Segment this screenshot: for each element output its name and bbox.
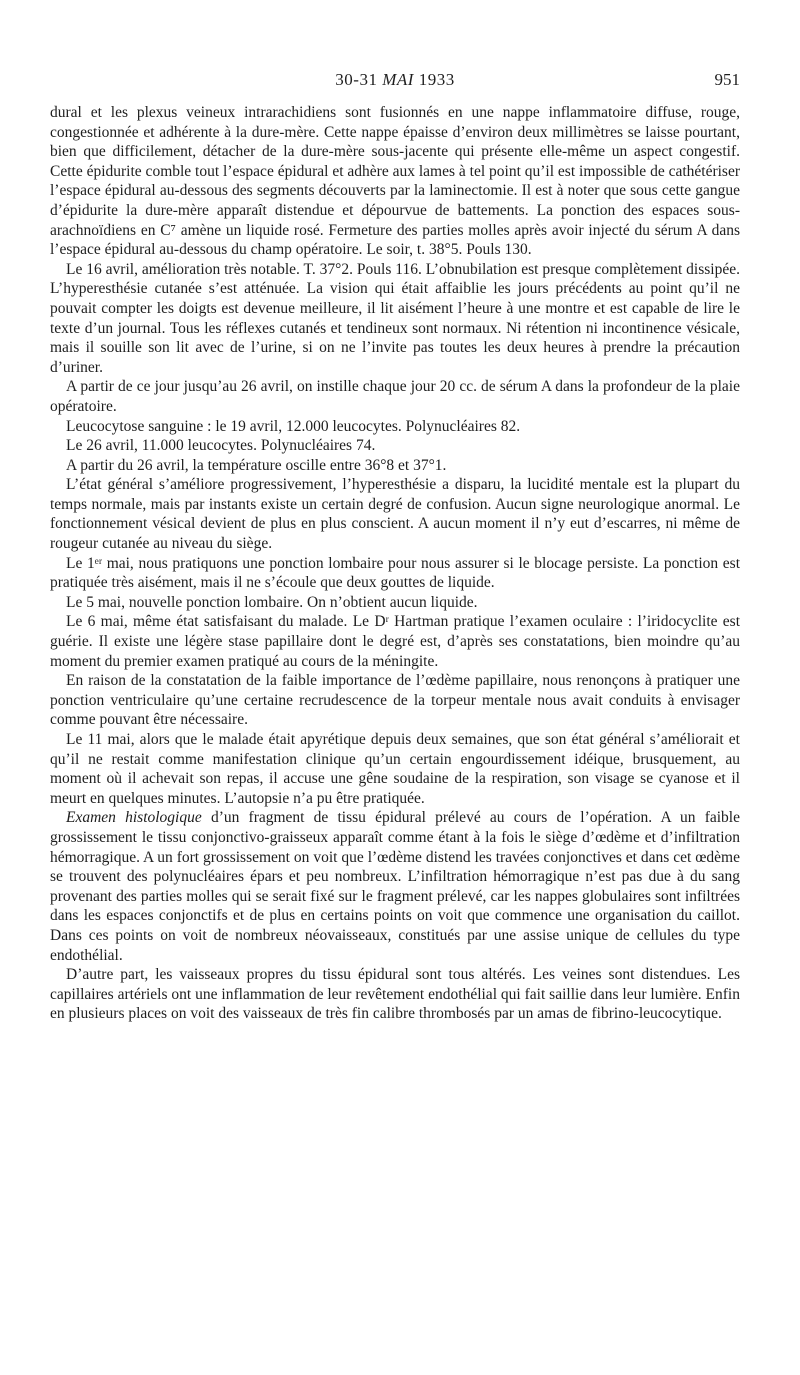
date-year: 1933: [418, 70, 455, 89]
paragraph-8: Le 1ᵉʳ mai, nous pratiquons une ponction lombaire pour nous assurer si le blocage persiste. La ponction est pratiquée très aisément, mais il ne s’écoule que deux gouttes de liquide.: [50, 554, 740, 592]
paragraph-10: Le 6 mai, même état satisfaisant du malade. Le Dʳ Hartman pratique l’examen oculaire : l’iridocyclite est guérie. Il existe une légère stase papillaire dont le degré est, d’après ses constatations, bien moindre qu’au moment du premier examen pratiqué au cours de la méningite.: [50, 613, 740, 670]
paragraph-7: L’état général s’améliore progressivement, l’hyperesthésie a disparu, la lucidité mentale est la plupart du temps normale, mais par instants existe un certain degré de confusion. Aucun signe neurologique anormal. Le fonctionnement vésical devient de plus en plus conscient. A aucun moment il n’y eut d’escarres, ni même de rougeur cutanée au niveau du siège.: [50, 476, 740, 553]
running-head-date: [50, 70, 740, 90]
histology-text: d’un fragment de tissu épidural prélevé au cours de l’opération. A un faible grossissement le tissu conjonctivo-graisseux apparaît comme étant à la fois le siège d’œdème et d’infiltration hémorragique. A un fort grossissement on voit que l’œdème distend les travées conjonctives et dans cet œdème se trouvent des polynucléaires épars et peu nombreux. L’infiltration hémorragique n’est pas due à du sang provenant des parties molles qui se serait fixé sur le fragment prélevé, car les nappes globulaires sont infiltrées dans les espaces conjonctifs et de plus en certains points on voit que commence une organisation du caillot. Dans ces points on voit de nombreux néovaisseaux, constitués par une assise unique de cellules du type endothélial.: [50, 809, 740, 964]
paragraph-5: Le 26 avril, 11.000 leucocytes. Polynucléaires 74.: [66, 437, 376, 455]
histology-label: Examen histologique: [66, 809, 202, 827]
closing-paragraph: D’autre part, les vaisseaux propres du tissu épidural sont tous altérés. Les veines sont distendues. Les capillaires artériels ont une inflammation de leur revêtement endothélial qui fait saillie dans leur lumière. Enfin en plusieurs places on voit des vaisseaux de très fin calibre thrombosés par un amas de fibrino-leucocytique.: [50, 966, 740, 1023]
paragraph-4: Leucocytose sanguine : le 19 avril, 12.000 leucocytes. Polynucléaires 82.: [66, 417, 521, 435]
article-body: [50, 103, 740, 1024]
paragraph-2: Le 16 avril, amélioration très notable. T. 37°2. Pouls 116. L’obnubilation est presque complètement dissipée. L’hyperesthésie cutanée s’est atténuée. La vision qui était affaiblie les jours précédents au point qu’il ne pouvait compter les doigts est devenue meilleure, il lit aisément l’heure à une montre et est capable de lire le texte d’un journal. Tous les réflexes cutanés et tendineux sont normaux. Ni rétention ni incontinence vésicale, mais il souille son lit avec de l’urine, si on ne l’invite pas toutes les deux heures à prendre la précaution d’uriner.: [50, 260, 740, 376]
date-prefix: 30-31: [335, 70, 378, 89]
paragraph-3: A partir de ce jour jusqu’au 26 avril, on instille chaque jour 20 cc. de sérum A dans la profondeur de la plaie opératoire.: [50, 378, 740, 415]
date-month: MAI: [382, 70, 414, 89]
paragraph-9: Le 5 mai, nouvelle ponction lombaire. On n’obtient aucun liquide.: [66, 593, 478, 611]
paragraph-11: En raison de la constatation de la faible importance de l’œdème papillaire, nous renonçons à pratiquer une ponction ventriculaire qu’une certaine recrudescence de la torpeur mentale nous avait conduits à envisager comme pouvant être nécessaire.: [50, 672, 740, 729]
paragraph-1: dural et les plexus veineux intrarachidiens sont fusionnés en une nappe inflammatoire diffuse, rouge, congestionnée et adhérente à la dure-mère. Cette nappe épaisse d’environ deux millimètres se laisse pourtant, bien que difficilement, détacher de la dure-mère sous-jacente qui présente elle-même un aspect congestif. Cette épidurite comble tout l’espace épidural et adhère aux lames à tel point qu’il est impossible de cathétériser l’espace épidural au-dessous des segments découverts par la laminectomie. Il est à noter que sous cette gangue d’épidurite la dure-mère apparaît distendue et dépourvue de battements. La ponction des espaces sous-arachnoïdiens en C⁷ amène un liquide rosé. Fermeture des parties molles après avoir injecté du sérum A dans l’espace épidural au-dessous du champ opératoire. Le soir, t. 38°5. Pouls 130.: [50, 104, 740, 259]
page-number: 951: [714, 70, 740, 89]
page-header: [50, 70, 740, 94]
paragraph-12: Le 11 mai, alors que le malade était apyrétique depuis deux semaines, que son état général s’améliorait et qu’il ne restait comme manifestation clinique qu’un certain engourdissement idéique, brusquement, au moment où il achevait son repas, il accuse une gêne soudaine de la respiration, son visage se cyanose et il meurt en quelques minutes. L’autopsie n’a pu être pratiquée.: [50, 731, 740, 807]
paragraph-6: A partir du 26 avril, la température oscille entre 36°8 et 37°1.: [66, 456, 447, 474]
histology-paragraph: [50, 808, 740, 965]
